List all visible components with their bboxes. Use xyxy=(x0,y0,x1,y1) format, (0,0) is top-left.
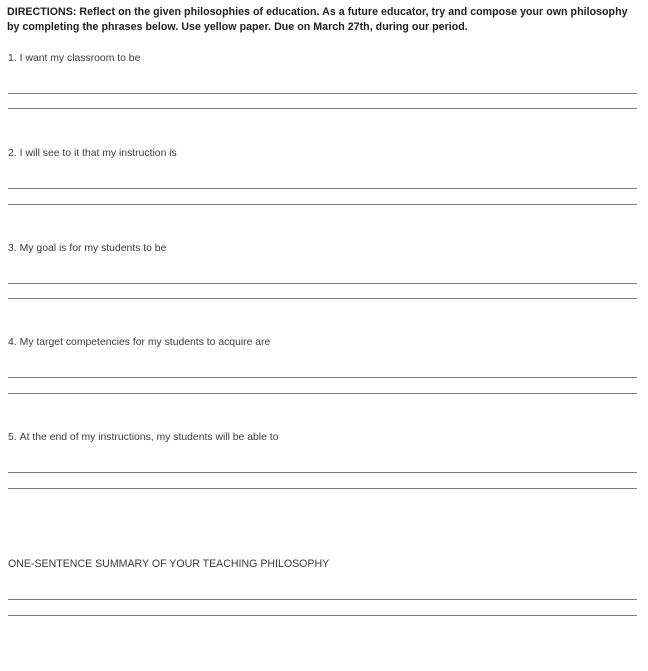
answer-line-2a[interactable] xyxy=(8,188,637,189)
prompt-number: 2. xyxy=(8,148,17,159)
answer-line-1b[interactable] xyxy=(8,108,637,109)
prompt-item-3 xyxy=(8,242,166,255)
summary-line-b[interactable] xyxy=(8,615,637,616)
directions-text: DIRECTIONS: Reflect on the given philosophies of education. As a future educator, try and compose your own philosophy by completing the phrases below. Use yellow paper. Due on March 27th, during our period. xyxy=(7,6,628,33)
answer-line-1a[interactable] xyxy=(8,93,637,94)
prompt-item-2 xyxy=(8,147,177,160)
answer-line-5a[interactable] xyxy=(8,472,637,473)
prompt-number: 3. xyxy=(8,243,17,254)
answer-line-2b[interactable] xyxy=(8,204,637,205)
answer-line-4a[interactable] xyxy=(8,377,637,378)
prompt-number: 4. xyxy=(8,337,17,348)
prompt-text: My goal is for my students to be xyxy=(19,243,167,254)
prompt-text: At the end of my instructions, my students will be able to xyxy=(19,432,279,443)
prompt-item-1 xyxy=(8,52,140,65)
prompt-text: I will see to it that my instruction is xyxy=(19,148,177,159)
prompt-item-5 xyxy=(8,431,278,444)
answer-line-5b[interactable] xyxy=(8,488,637,489)
summary-heading: ONE-SENTENCE SUMMARY OF YOUR TEACHING PHILOSOPHY xyxy=(8,558,330,570)
answer-line-3a[interactable] xyxy=(8,283,637,284)
prompt-text: My target competencies for my students to acquire are xyxy=(19,337,271,348)
answer-line-4b[interactable] xyxy=(8,393,637,394)
summary-line-a[interactable] xyxy=(8,599,637,600)
prompt-text: I want my classroom to be xyxy=(19,53,141,64)
prompt-number: 5. xyxy=(8,432,17,443)
prompt-number: 1. xyxy=(8,53,17,64)
answer-line-3b[interactable] xyxy=(8,298,637,299)
prompt-item-4 xyxy=(8,336,270,349)
